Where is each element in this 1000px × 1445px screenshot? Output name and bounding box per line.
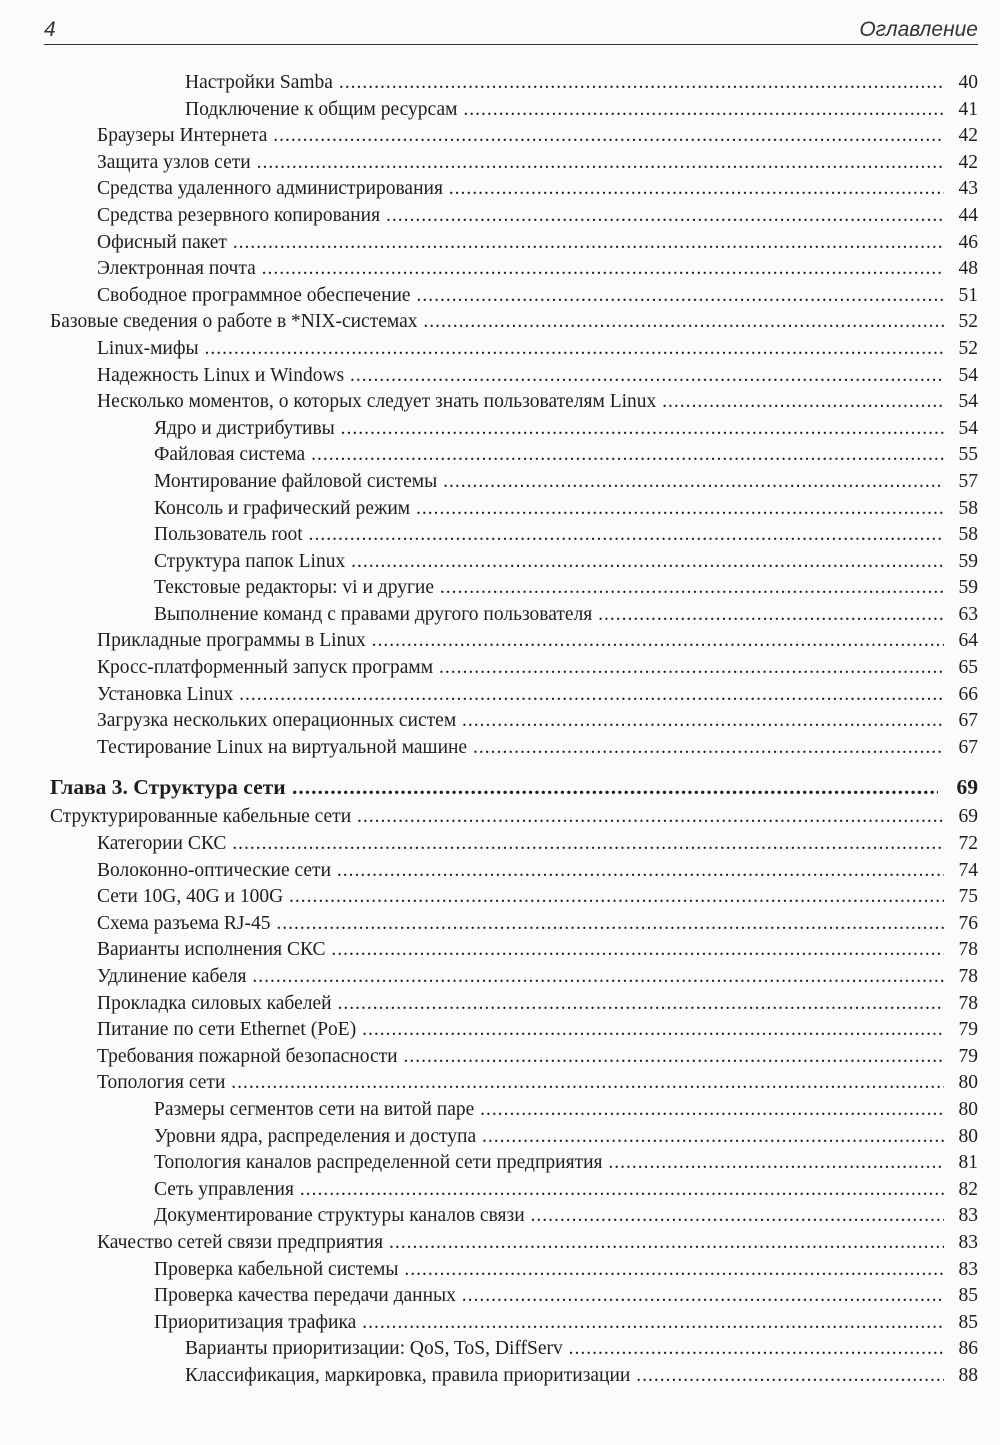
- page-number: 4: [44, 18, 56, 41]
- toc-entry-page: 79: [958, 1019, 978, 1041]
- toc-entry-page: 44: [958, 204, 978, 226]
- toc-entry: [0, 1044, 1000, 1071]
- toc-entry: [0, 363, 1000, 390]
- toc-entry-title: Размеры сегментов сети на витой паре .....: [154, 1097, 944, 1124]
- toc-entry: [0, 708, 1000, 735]
- toc-entry-title: Средства удаленного администрирования .....: [97, 176, 944, 203]
- toc-entry-title: Установка Linux .....: [97, 682, 944, 709]
- toc-entry-page: 64: [958, 630, 978, 652]
- toc-entry: [0, 256, 1000, 283]
- toc-entry: [0, 1203, 1000, 1230]
- toc-entry: [0, 522, 1000, 549]
- toc-entry: [0, 831, 1000, 858]
- toc-entry-title: Удлинение кабеля .....: [97, 964, 944, 991]
- toc-entry-page: 58: [958, 497, 978, 519]
- toc-entry: [0, 937, 1000, 964]
- toc-entry-title: Подключение к общим ресурсам .....: [185, 97, 944, 124]
- toc-entry-page: 83: [958, 1231, 978, 1253]
- toc-entry-title: Средства резервного копирования .....: [97, 203, 944, 230]
- toc-entry: [0, 1124, 1000, 1151]
- toc-entry-page: 52: [958, 337, 978, 359]
- toc-entry-page: 63: [958, 603, 978, 625]
- toc-entry-title: Качество сетей связи предприятия .....: [97, 1230, 944, 1257]
- toc-entry-page: 42: [958, 125, 978, 147]
- toc-entry: [0, 575, 1000, 602]
- toc-entry-title: Linux-мифы .....: [97, 336, 944, 363]
- toc-entry-page: 57: [958, 470, 978, 492]
- toc-entry-title: Глава 3. Структура сети .....: [50, 772, 938, 803]
- toc-entry-page: 85: [958, 1285, 978, 1307]
- toc-entry-page: 74: [958, 859, 978, 881]
- toc-entry: [0, 1336, 1000, 1363]
- toc-entry-title: Питание по сети Ethernet (PoE) .....: [97, 1017, 944, 1044]
- toc-entry-title: Пользователь root .....: [154, 522, 944, 549]
- toc-entry: [0, 655, 1000, 682]
- toc-entry: [0, 389, 1000, 416]
- toc-entry-title: Базовые сведения о работе в *NIX-системах .....: [50, 309, 944, 336]
- toc-entry-page: 67: [958, 710, 978, 732]
- toc-entry-page: 69: [958, 806, 978, 828]
- toc-entry-title: Настройки Samba .....: [185, 70, 944, 97]
- toc-entry-title: Волоконно-оптические сети .....: [97, 858, 944, 885]
- toc-entry-title: Схема разъема RJ-45 .....: [97, 911, 944, 938]
- toc-entry-page: 78: [958, 992, 978, 1014]
- toc-entry: [0, 1097, 1000, 1124]
- toc-entry-title: Проверка качества передачи данных .....: [154, 1283, 944, 1310]
- toc-entry-page: 41: [958, 98, 978, 120]
- toc-entry-title: Тестирование Linux на виртуальной машине .....: [97, 735, 944, 762]
- toc-entry-page: 88: [958, 1364, 978, 1386]
- table-of-contents: [0, 70, 1000, 1390]
- toc-entry-title: Надежность Linux и Windows .....: [97, 363, 944, 390]
- toc-entry-page: 78: [958, 966, 978, 987]
- toc-entry-title: Уровни ядра, распределения и доступа .....: [154, 1124, 944, 1151]
- toc-entry: [0, 682, 1000, 709]
- toc-entry-title: Классификация, маркировка, правила приоритизации .....: [185, 1363, 944, 1390]
- toc-entry-page: 85: [958, 1311, 978, 1333]
- toc-entry-title: Консоль и графический режим .....: [154, 496, 944, 523]
- toc-entry: [0, 309, 1000, 336]
- toc-entry-page: 67: [958, 736, 978, 758]
- toc-entry-title: Структурированные кабельные сети .....: [50, 804, 944, 831]
- toc-entry-title: Несколько моментов, о которых следует знать пользователям Linux .....: [97, 389, 944, 416]
- toc-entry-title: Ядро и дистрибутивы .....: [154, 416, 944, 443]
- toc-entry-title: Электронная почта .....: [97, 256, 944, 283]
- toc-entry: [0, 1230, 1000, 1257]
- toc-entry: [0, 1363, 1000, 1390]
- toc-entry: [0, 283, 1000, 310]
- toc-entry-title: Текстовые редакторы: vi и другие .....: [154, 575, 944, 602]
- toc-entry-page: 78: [958, 939, 978, 961]
- toc-entry: [0, 1070, 1000, 1097]
- toc-entry-page: 65: [958, 657, 978, 679]
- toc-entry-title: Защита узлов сети .....: [97, 150, 944, 177]
- toc-entry-page: 82: [958, 1178, 978, 1200]
- toc-entry: [0, 203, 1000, 230]
- toc-entry-title: Кросс-платформенный запуск программ .....: [97, 655, 944, 682]
- toc-entry-page: 46: [958, 231, 978, 253]
- toc-entry: [0, 469, 1000, 496]
- toc-entry: [0, 442, 1000, 469]
- toc-entry-title: Сеть управления .....: [154, 1177, 944, 1204]
- toc-entry-page: 80: [958, 1072, 978, 1094]
- toc-entry-title: Загрузка нескольких операционных систем .....: [97, 708, 944, 735]
- toc-entry-title: Категории СКС .....: [97, 831, 944, 858]
- toc-entry: [0, 602, 1000, 629]
- toc-entry-page: 75: [958, 886, 978, 908]
- toc-entry-page: 79: [958, 1045, 978, 1067]
- toc-entry: [0, 416, 1000, 443]
- toc-entry-page: 59: [958, 550, 978, 572]
- toc-entry-title: Свободное программное обеспечение .....: [97, 283, 944, 310]
- toc-entry-page: 80: [958, 1125, 978, 1147]
- toc-entry-page: 54: [958, 417, 978, 439]
- toc-entry-title: Проверка кабельной системы .....: [154, 1257, 944, 1284]
- toc-entry-page: 66: [958, 683, 978, 705]
- toc-entry-page: 76: [958, 912, 978, 934]
- toc-entry: [0, 858, 1000, 885]
- toc-entry: [0, 1257, 1000, 1284]
- toc-entry-title: Прокладка силовых кабелей .....: [97, 991, 944, 1018]
- toc-entry: [0, 1310, 1000, 1337]
- toc-entry: [0, 150, 1000, 177]
- toc-entry: [0, 991, 1000, 1018]
- toc-entry: [0, 123, 1000, 150]
- toc-entry-title: Приоритизация трафика .....: [154, 1310, 944, 1337]
- toc-entry-title: Варианты исполнения СКС .....: [97, 937, 944, 964]
- toc-entry-page: 43: [958, 178, 978, 200]
- toc-entry-page: 83: [958, 1205, 978, 1227]
- toc-entry-page: 54: [958, 364, 978, 386]
- toc-entry-page: 42: [958, 151, 978, 173]
- toc-entry-page: 54: [958, 391, 978, 413]
- toc-entry-page: 55: [958, 444, 978, 466]
- toc-entry-title: Сети 10G, 40G и 100G .....: [97, 884, 944, 911]
- toc-entry-page: 52: [958, 311, 978, 333]
- toc-entry-title: Офисный пакет .....: [97, 230, 944, 257]
- toc-entry-page: 51: [958, 284, 978, 306]
- toc-entry-title: Структура папок Linux .....: [154, 549, 944, 576]
- toc-entry-page: 40: [958, 72, 978, 93]
- toc-entry: [0, 70, 1000, 97]
- toc-entry-title: Файловая система .....: [154, 442, 944, 469]
- toc-entry: [0, 176, 1000, 203]
- toc-entry: [0, 735, 1000, 762]
- toc-entry: [0, 911, 1000, 938]
- toc-entry-page: 80: [958, 1098, 978, 1120]
- toc-entry-title: Монтирование файловой системы .....: [154, 469, 944, 496]
- toc-entry-title: Браузеры Интернета .....: [97, 123, 944, 150]
- toc-entry-title: Топология каналов распределенной сети предприятия .....: [154, 1150, 944, 1177]
- toc-entry: [0, 1177, 1000, 1204]
- toc-entry: [0, 1150, 1000, 1177]
- toc-entry-title: Выполнение команд с правами другого пользователя .....: [154, 602, 944, 629]
- toc-entry: [0, 97, 1000, 124]
- toc-entry: [0, 1283, 1000, 1310]
- toc-entry: [0, 496, 1000, 523]
- toc-entry-page: 83: [958, 1258, 978, 1280]
- toc-entry-page: 59: [958, 577, 978, 599]
- toc-entry-page: 58: [958, 524, 978, 546]
- chapter-entry: [0, 772, 1000, 803]
- toc-entry: [0, 628, 1000, 655]
- toc-entry-title: Прикладные программы в Linux .....: [97, 628, 944, 655]
- toc-entry-page: 86: [958, 1338, 978, 1360]
- toc-entry: [0, 964, 1000, 991]
- running-title: Оглавление: [859, 18, 978, 41]
- toc-entry-title: Топология сети .....: [97, 1070, 944, 1097]
- toc-entry: [0, 1017, 1000, 1044]
- toc-entry-page: 81: [958, 1152, 978, 1174]
- toc-entry: [0, 336, 1000, 363]
- toc-entry-title: Варианты приоритизации: QoS, ToS, DiffServ .....: [185, 1336, 944, 1363]
- toc-entry: [0, 884, 1000, 911]
- toc-entry-page: 72: [958, 833, 978, 855]
- toc-entry-title: Документирование структуры каналов связи .....: [154, 1203, 944, 1230]
- toc-entry: [0, 549, 1000, 576]
- toc-entry-title: Требования пожарной безопасности .....: [97, 1044, 944, 1071]
- toc-entry-page: 69: [956, 775, 978, 800]
- running-header: [44, 14, 978, 45]
- toc-entry: [0, 804, 1000, 831]
- toc-entry-page: 48: [958, 258, 978, 280]
- toc-entry: [0, 230, 1000, 257]
